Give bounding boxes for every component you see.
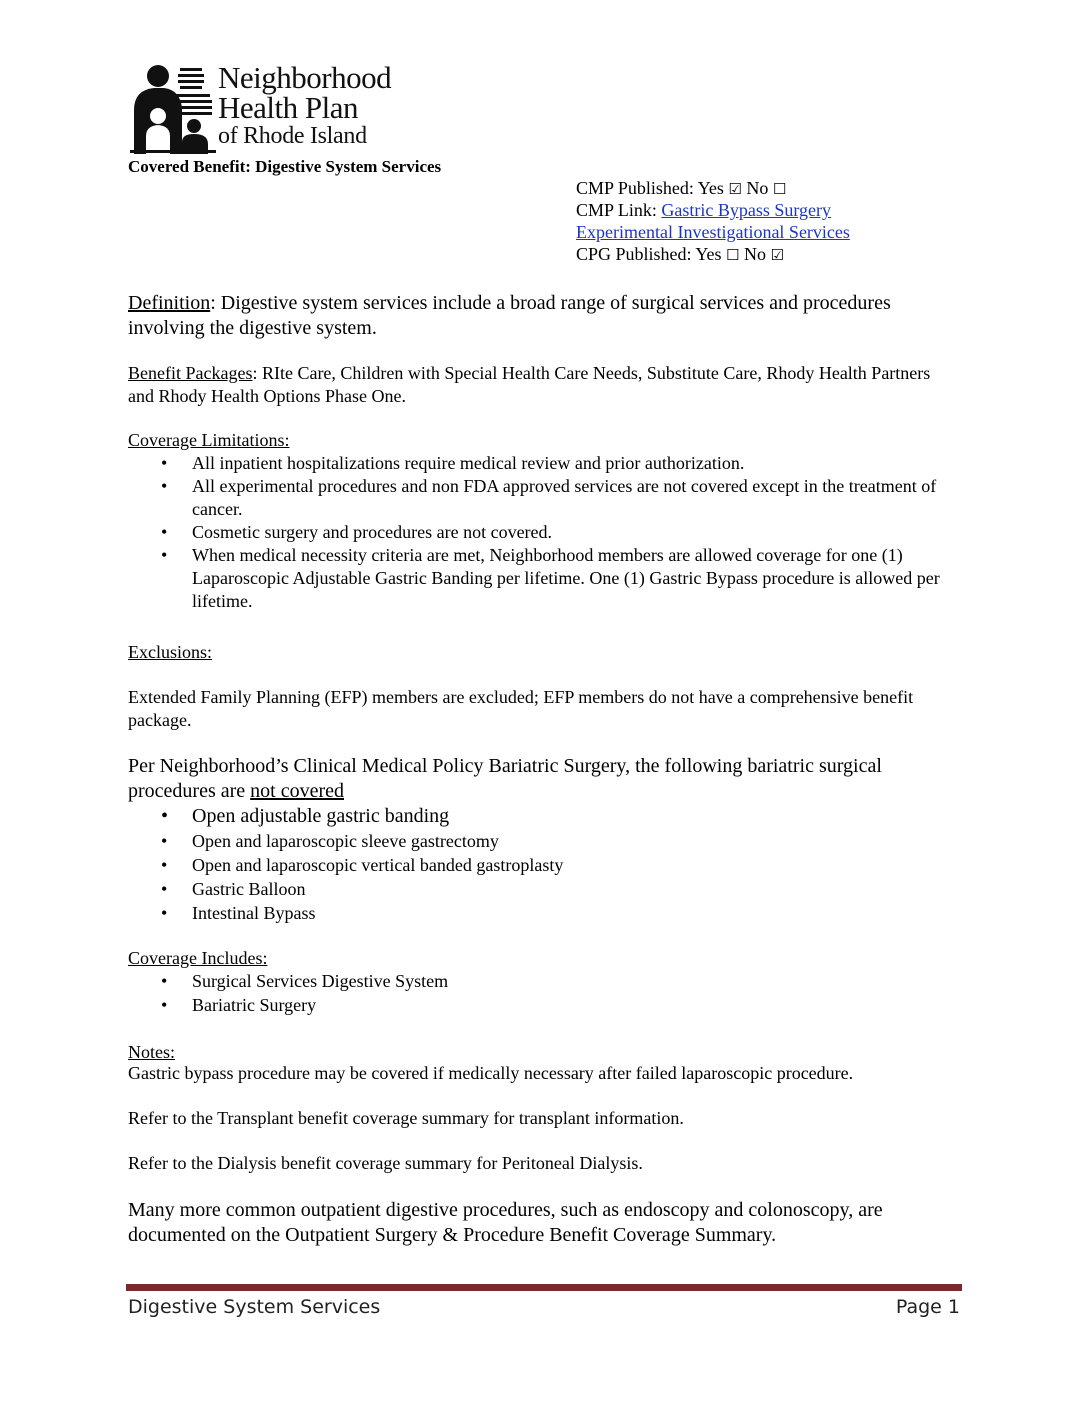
benefit-packages-text: : RIte Care, Children with Special Health Care Needs, Substitute Care, Rhody Health Partners and Rhody Health Options Phase One. [128, 363, 931, 406]
list-item: • Open adjustable gastric banding [128, 804, 948, 829]
closing-paragraph: Many more common outpatient digestive procedures, such as endoscopy and colonoscopy, are documented on the Outpatient Surgery & Procedure Benefit Coverage Summary. [128, 1199, 883, 1246]
definition-paragraph [128, 291, 958, 341]
list-item: • Open and laparoscopic vertical banded gastroplasty [128, 854, 948, 877]
experimental-services-link[interactable]: Experimental Investigational Services [576, 222, 850, 242]
cmp-yes-checkbox-icon: ☑ [728, 180, 742, 198]
logo-line-3: of Rhode Island [218, 123, 367, 149]
notes-line-2: Refer to the Transplant benefit coverage summary for transplant information. [128, 1108, 684, 1128]
list-item: • Bariatric Surgery [128, 994, 948, 1017]
family-silhouette-icon [128, 62, 218, 154]
bariatric-not-covered-list [128, 804, 948, 925]
exclusions-text: Extended Family Planning (EFP) members are excluded; EFP members do not have a comprehensive benefit package. [128, 687, 914, 730]
bariatric-intro-text: Per Neighborhood’s Clinical Medical Policy Bariatric Surgery, the following bariatric surgical procedures are [128, 755, 882, 802]
definition-label: Definition [128, 292, 211, 314]
covered-benefit-title: Covered Benefit: Digestive System Services [128, 157, 442, 176]
cpg-yes-checkbox-icon: ☐ [726, 246, 740, 264]
not-covered-text: not covered [250, 780, 345, 802]
benefit-packages-paragraph [128, 362, 958, 408]
exclusions-heading: Exclusions: [128, 642, 212, 662]
cmp-published-label: CMP Published: Yes [576, 178, 724, 198]
coverage-limitations-list [128, 452, 948, 613]
cpg-published-row [576, 243, 784, 266]
bariatric-intro [128, 754, 958, 804]
definition-text: : Digestive system services include a broad range of surgical services and procedures involving the digestive system. [128, 292, 891, 339]
coverage-includes-heading: Coverage Includes: [128, 948, 268, 968]
company-logo [128, 62, 428, 154]
list-item: • Open and laparoscopic sleeve gastrectomy [128, 830, 948, 853]
notes-heading: Notes: [128, 1042, 175, 1062]
list-item: • Gastric Balloon [128, 878, 948, 901]
cmp-published-row [576, 177, 786, 200]
logo-line-2: Health Plan [218, 90, 358, 125]
coverage-limitations-heading: Coverage Limitations: [128, 430, 290, 450]
list-item: • Intestinal Bypass [128, 902, 948, 925]
cpg-no-checkbox-icon: ☑ [770, 246, 784, 264]
list-item: • All inpatient hospitalizations require medical review and prior authorization. [128, 452, 948, 475]
logo-line-1: Neighborhood [218, 60, 392, 95]
cmp-no-label: No [746, 178, 769, 198]
list-item: • When medical necessity criteria are met, Neighborhood members are allowed coverage for one (1) Laparoscopic Adjustable Gastric Banding per lifetime. One (1) Gastric Bypass procedure is allowed per lifetime. [128, 544, 948, 613]
cmp-no-checkbox-icon: ☐ [772, 180, 787, 198]
notes-line-1: Gastric bypass procedure may be covered if medically necessary after failed laparoscopic procedure. [128, 1063, 854, 1083]
cpg-published-label: CPG Published: Yes [576, 244, 722, 264]
list-item: • All experimental procedures and non FDA approved services are not covered except in the treatment of cancer. [128, 475, 948, 521]
footer-divider [126, 1284, 962, 1291]
page-number: Page 1 [895, 1296, 960, 1318]
cmp-link-label: CMP Link: [576, 200, 657, 220]
benefit-packages-label: Benefit Packages [128, 363, 253, 383]
gastric-bypass-link[interactable]: Gastric Bypass Surgery [661, 200, 832, 220]
cmp-link-row-2 [576, 221, 850, 243]
coverage-includes-list [128, 970, 948, 1017]
list-item: • Cosmetic surgery and procedures are not covered. [128, 521, 948, 544]
footer-title: Digestive System Services [128, 1296, 381, 1318]
list-item: • Surgical Services Digestive System [128, 970, 948, 993]
cmp-link-row [576, 199, 831, 221]
cpg-no-label: No [744, 244, 766, 264]
notes-line-3: Refer to the Dialysis benefit coverage summary for Peritoneal Dialysis. [128, 1153, 643, 1173]
